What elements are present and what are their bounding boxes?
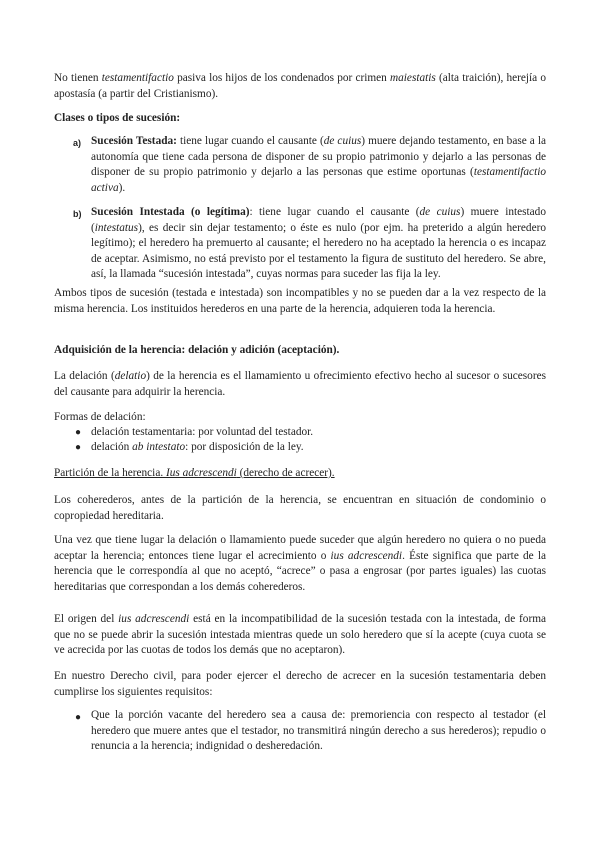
acrecimiento-paragraph [54, 533, 546, 595]
bullet-icon: ● [75, 712, 82, 723]
delacion-text: La delación ( [54, 370, 115, 382]
intro-text: pasiva los hijos de los condenados por crimen [173, 72, 390, 84]
ambos-tipos-paragraph: Ambos tipos de sucesión (testada e intestada) son incompatibles y no se pueden dar a la vez respecto de la misma herencia. Los instituidos herederos en una parte de la herencia, adquieren toda la herencia. [54, 287, 546, 315]
item-text: ) muere intestado ( [91, 206, 546, 234]
item-text: ) muere dejando testamento, en base a la autonomía que tiene cada persona de disponer de su propio patrimonio y dejarlo a las personas de disponer de su propio patrimonio y dejarlo a las personas que estime oportunas ( [91, 135, 546, 178]
item-text: ), es decir sin dejar testamento; o éste es nulo (por ejm. ha preterido a algún heredero legítimo); el heredero ha premuerto al causante; el heredero no ha aceptado la herencia o es incapaz de aceptar. Asimismo, no está previsto por el testamento la figura de sustituto del heredero. Se abre, así, la llamada “sucesión intestada”, cuyas normas para suceder las fija la ley. [91, 221, 546, 280]
particion-heading-term: Ius adcrescendi [165, 467, 237, 479]
requisitos-paragraph: En nuestro Derecho civil, para poder ejercer el derecho de acrecer en la sucesión testamentaria deben cumplirse los siguientes requisitos: [54, 670, 546, 698]
forma-ab-intestato [91, 440, 304, 456]
bullet-icon: ● [75, 442, 82, 453]
clases-heading: Clases o tipos de sucesión: [54, 112, 181, 124]
particion-heading [54, 466, 546, 482]
origen-text: está en la incompatibilidad de la sucesión testada con la intestada, de forma que no se puede abrir la sucesión intestada mientras quede un solo heredero que sí la acepte (cuya cuota se ve acrecida por las cuotas de todos los demás que no aceptaron). [54, 613, 547, 656]
acrecimiento-text: . Éste significa que parte de la herencia que le correspondía al que no aceptó, “acrece” o pasa a engrosar (por partes iguales) las cuotas hereditarias que correspondan a los demás coherederos. [54, 549, 547, 593]
item-text: ). [118, 181, 126, 194]
acrecimiento-term: ius adcrescendi [330, 549, 403, 562]
bullet-icon: ● [75, 427, 82, 438]
intro-term: testamentifactio [101, 72, 174, 84]
particion-heading-text: Partición de la herencia. [54, 467, 166, 479]
particion-heading-text: (derecho de acrecer). [236, 467, 335, 479]
origen-paragraph [54, 612, 546, 659]
list-marker-a: a) [73, 138, 82, 148]
origen-text: El origen del [54, 613, 119, 625]
intro-paragraph [54, 71, 546, 102]
requisito-item: Que la porción vacante del heredero sea a causa de: premoriencia con respecto al testador (el heredero que muere antes que el testador, no transmitirá ningún derecho a sus herederos); repudio o renuncia a la herencia; indignidad o desheredación. [91, 709, 546, 752]
list-item-sucesion-intestada [91, 205, 546, 283]
forma-text: : por disposición de la ley. [185, 441, 304, 453]
item-term: de cuius [323, 135, 362, 147]
delacion-term: delatio [114, 370, 147, 382]
item-text: : tiene lugar cuando el causante ( [249, 206, 420, 218]
item-title: Sucesión Testada: [91, 135, 177, 147]
item-term: testamentifactio activa [91, 166, 546, 194]
item-title: Sucesión Intestada (o legítima) [91, 206, 250, 218]
delacion-paragraph [54, 369, 546, 400]
acrecimiento-text: Una vez que tiene lugar la delación o llamamiento puede suceder que algún heredero no quiera o no pueda aceptar la herencia; entonces tiene lugar el acrecimiento o [54, 534, 546, 562]
intro-text: (alta traición), herejía o apostasía (a partir del Cristianismo). [54, 72, 546, 100]
item-text: tiene lugar cuando el causante ( [176, 135, 324, 147]
formas-label: Formas de delación: [54, 411, 146, 423]
origen-term: ius adcrescendi [118, 613, 190, 625]
intro-term: maiestatis [389, 72, 436, 84]
delacion-text: ) de la herencia es el llamamiento u ofrecimiento efectivo hecho al sucesor o sucesores del causante para adquirir la herencia. [54, 370, 547, 398]
list-marker-b: b) [73, 209, 82, 219]
forma-testamentaria: delación testamentaria: por voluntad del testador. [91, 426, 314, 438]
coherederos-paragraph: Los coherederos, antes de la partición de la herencia, se encuentran en situación de condominio o copropiedad hereditaria. [54, 494, 546, 522]
forma-term: ab intestato [132, 441, 186, 453]
item-term: de cuius [419, 206, 461, 218]
item-term: intestatus [94, 221, 139, 234]
list-item-sucesion-testada [91, 134, 546, 196]
forma-text: delación [91, 441, 133, 453]
adquisicion-heading: Adquisición de la herencia: delación y adición (aceptación). [54, 344, 340, 356]
intro-text: No tienen [54, 72, 102, 84]
